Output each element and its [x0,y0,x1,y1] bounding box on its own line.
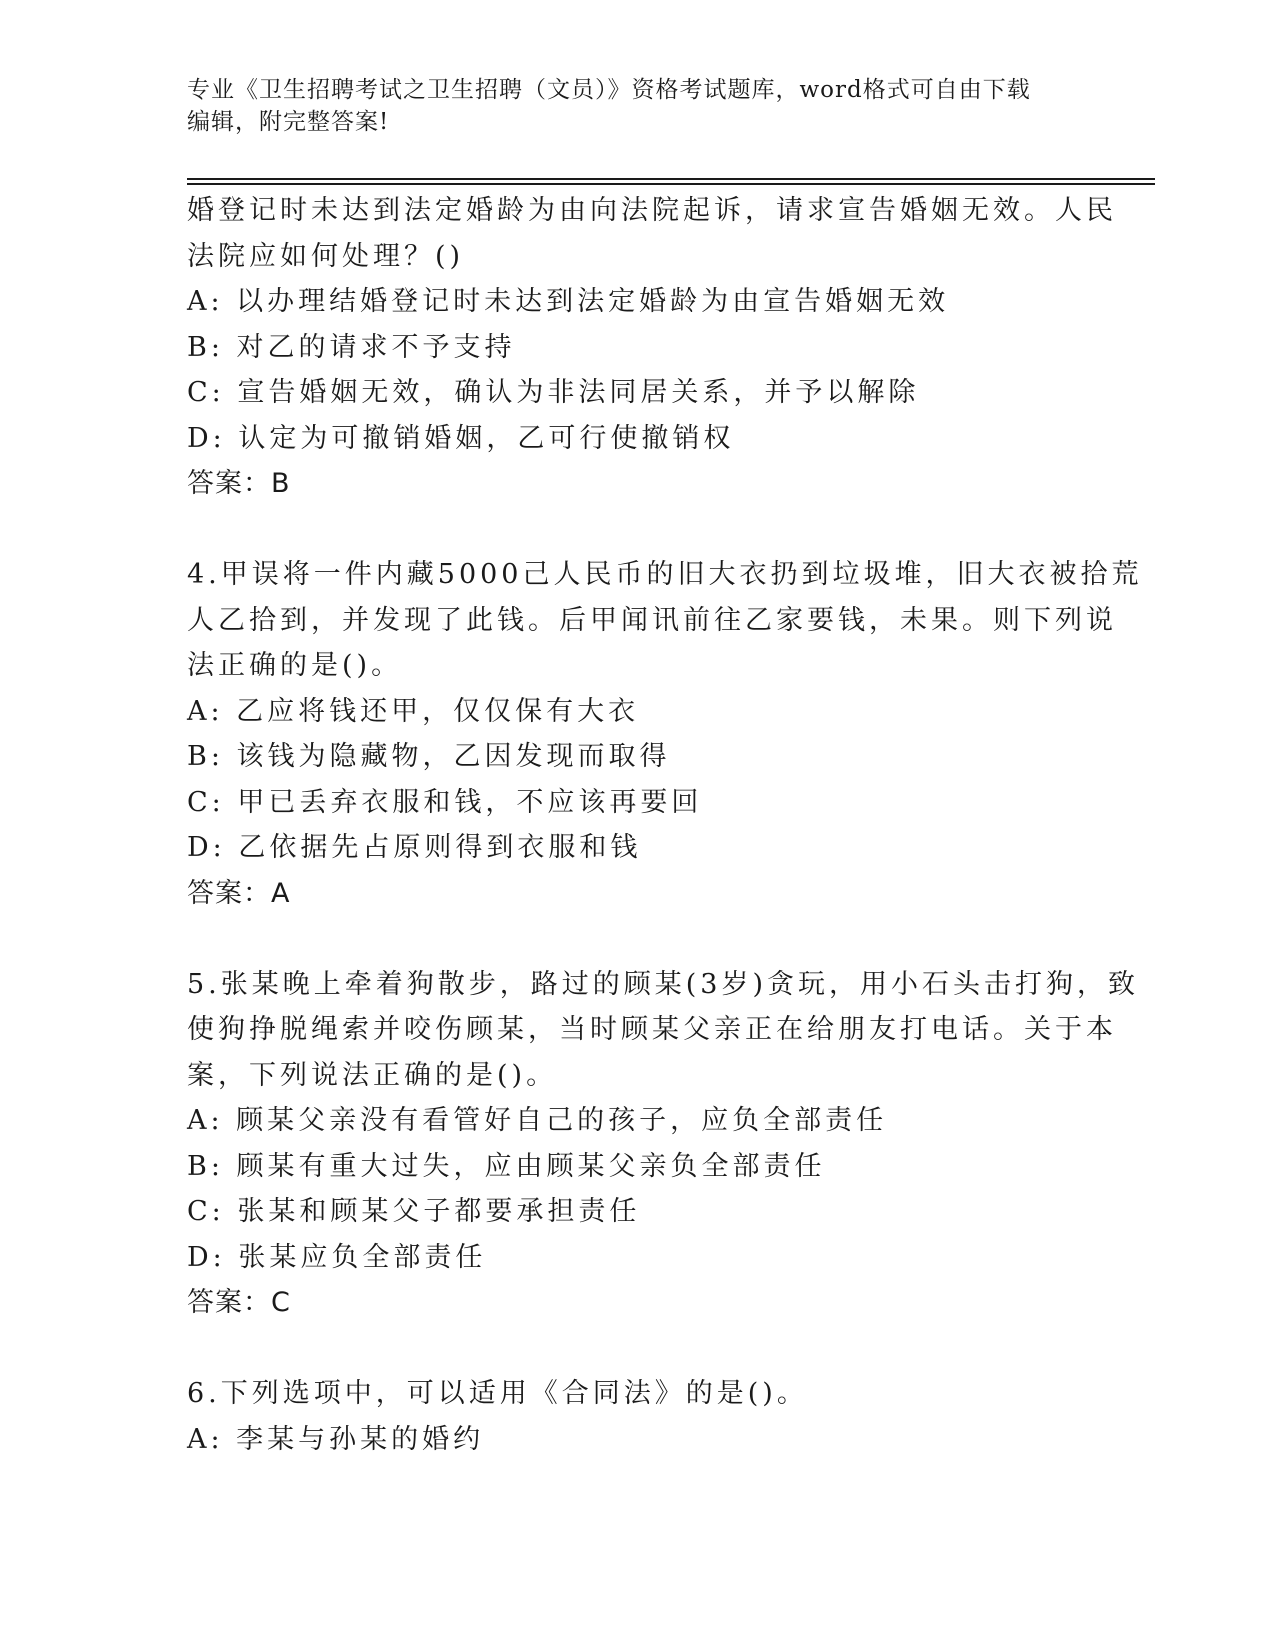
question-stem-line: 5.张某晚上牵着狗散步，路过的顾某(3岁)贪玩，用小石头击打狗，致 [187,968,1140,1000]
option-b: B: 该钱为隐藏物，乙因发现而取得 [187,741,671,772]
question-stem-line: 6.下列选项中，可以适用《合同法》的是()。 [187,1378,808,1409]
header-rule-top [187,178,1155,180]
header-line-2: 编辑，附完整答案! [187,109,390,135]
answer: 答案：A [187,877,291,909]
question-list [187,188,1143,1462]
question-5 [187,962,1140,1326]
question-4 [187,552,1143,916]
document-header [187,74,1087,138]
question-stem-line: 法院应如何处理？() [187,240,465,272]
question-stem-line: 4.甲误将一件内藏5000己人民币的旧大衣扔到垃圾堆，旧大衣被拾荒 [187,559,1143,590]
option-a: A: 以办理结婚登记时未达到法定婚龄为由宣告婚姻无效 [187,286,950,317]
spacer [187,1326,1087,1372]
option-a: A: 乙应将钱还甲，仅仅保有大衣 [187,695,640,727]
question-6 [187,1371,1087,1462]
spacer [187,507,1087,553]
question-stem-line: 使狗挣脱绳索并咬伤顾某，当时顾某父亲正在给朋友打电话。关于本 [187,1014,1117,1045]
question-stem-line: 人乙拾到，并发现了此钱。后甲闻讯前往乙家要钱，未果。则下列说 [187,604,1117,636]
option-d: D: 认定为可撤销婚姻，乙可行使撤销权 [187,422,735,454]
option-c: C: 张某和顾某父子都要承担责任 [187,1196,641,1227]
option-a: A: 李某与孙某的婚约 [187,1423,485,1455]
option-d: D: 张某应负全部责任 [187,1241,487,1273]
spacer [187,916,1087,962]
answer: 答案：C [187,1287,291,1318]
option-c: C: 宣告婚姻无效，确认为非法同居关系，并予以解除 [187,377,920,408]
option-c: C: 甲已丢弃衣服和钱，不应该再要回 [187,786,703,818]
option-d: D: 乙依据先占原则得到衣服和钱 [187,832,642,863]
question-3 [187,188,1117,507]
header-rule-bottom [187,183,1155,185]
question-stem-line: 案，下列说法正确的是()。 [187,1059,558,1091]
question-stem-line: 婚登记时未达到法定婚龄为由向法院起诉，请求宣告婚姻无效。人民 [187,195,1117,226]
answer: 答案：B [187,468,291,499]
option-a: A: 顾某父亲没有看管好自己的孩子，应负全部责任 [187,1105,888,1136]
question-stem-line: 法正确的是()。 [187,650,403,681]
option-b: B: 顾某有重大过失，应由顾某父亲负全部责任 [187,1150,826,1182]
header-line-1: 专业《卫生招聘考试之卫生招聘（文员）》资格考试题库，word格式可自由下载 [187,77,1031,103]
option-b: B: 对乙的请求不予支持 [187,331,516,363]
